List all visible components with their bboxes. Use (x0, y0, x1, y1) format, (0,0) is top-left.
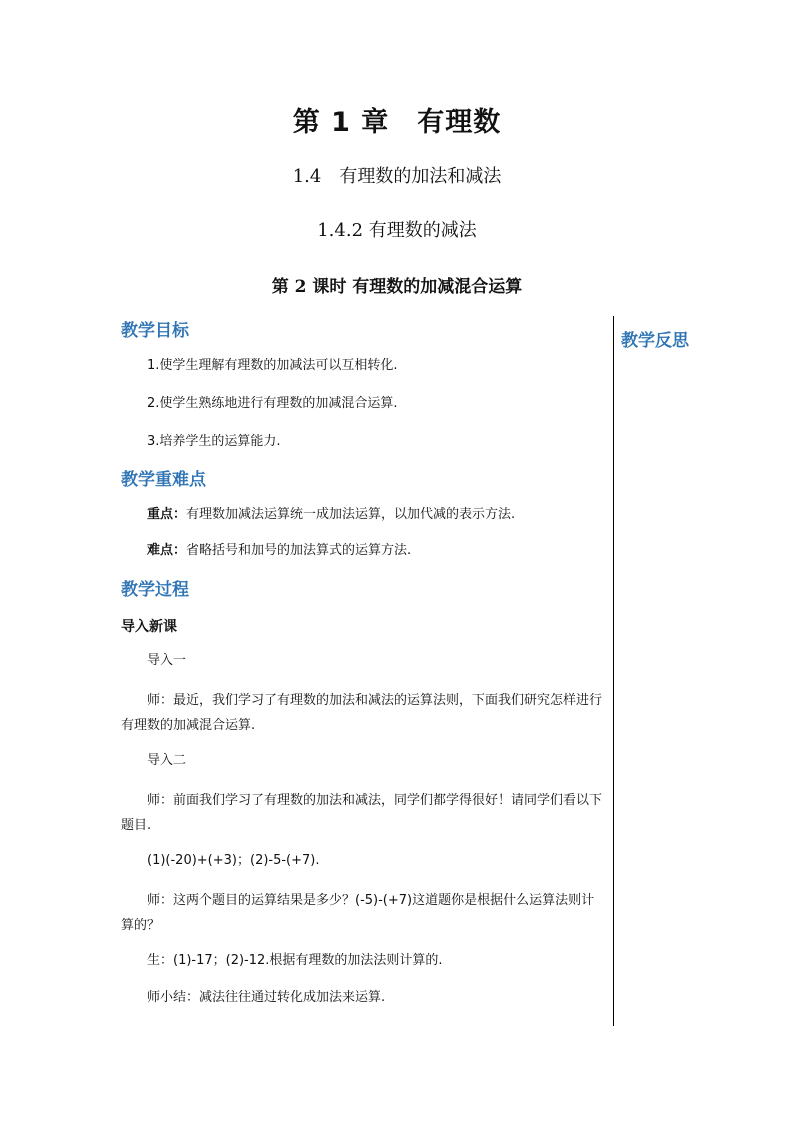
objective-item: 2.使学生熟练地进行有理数的加减混合运算. (147, 396, 398, 411)
answer-text: 生：(1)-17；(2)-12.根据有理数的加法法则计算的. (147, 953, 443, 968)
intro1-text: 师：最近，我们学习了有理数的加法和减法的运算法则，下面我们研究怎样进行有理数的加减混合运算. (121, 693, 603, 733)
reflection-heading: 教学反思 (621, 331, 689, 351)
intro1-label: 导入一 (147, 653, 187, 668)
lesson-title: 第 2 课时 有理数的加减混合运算 (271, 277, 523, 297)
subsection-title: 1.4.2 有理数的减法 (317, 220, 477, 241)
focus-text: 有理数加减法运算统一成加法运算，以加代减的表示方法. (186, 507, 516, 522)
chapter-title: 第 1 章 有理数 (292, 107, 502, 138)
difficulty-line (121, 541, 607, 561)
focus-line (121, 505, 607, 525)
problems-line: (1)(-20)+(+3)；(2)-5-(+7). (147, 853, 320, 868)
column-divider (613, 316, 614, 1026)
question-text: 师：这两个题目的运算结果是多少？(-5)-(+7)这道题你是根据什么运算法则计算的？ (121, 893, 595, 933)
process-heading: 教学过程 (121, 580, 189, 600)
keypoints-heading: 教学重难点 (121, 470, 206, 490)
section-title: 1.4 有理数的加法和减法 (292, 166, 502, 187)
objective-item: 3.培养学生的运算能力. (147, 434, 281, 449)
intro2-text: 师：前面我们学习了有理数的加法和减法，同学们都学得很好！请同学们看以下题目. (121, 793, 603, 833)
summary-text: 师小结：减法往往通过转化成加法来运算. (147, 990, 386, 1005)
main-column (121, 318, 607, 1008)
intro2-label: 导入二 (147, 753, 187, 768)
objectives-heading: 教学目标 (121, 321, 189, 341)
difficulty-text: 省略括号和加号的加法算式的运算方法. (186, 543, 412, 558)
difficulty-label: 难点： (147, 543, 187, 558)
intro-heading: 导入新课 (121, 619, 177, 635)
objective-item: 1.使学生理解有理数的加减法可以互相转化. (147, 358, 398, 373)
focus-label: 重点： (147, 507, 187, 522)
